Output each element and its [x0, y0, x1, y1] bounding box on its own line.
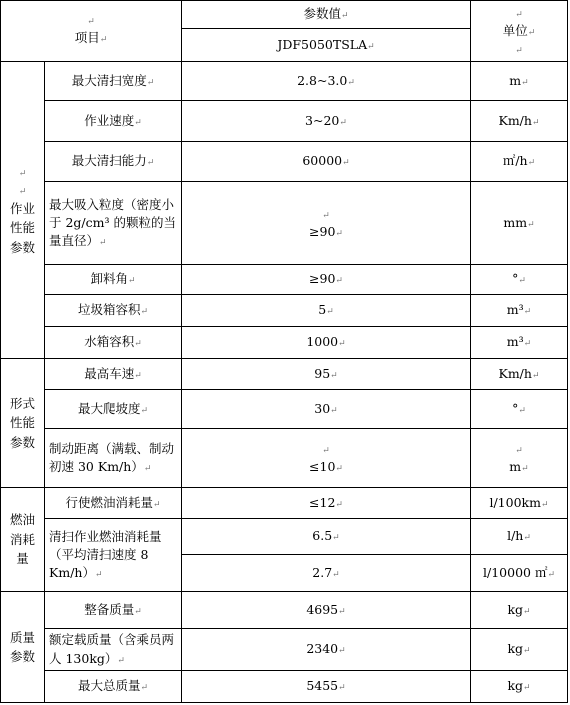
category-label: 质量 参数: [9, 629, 35, 664]
item-cell: 作业速度↵: [45, 101, 182, 142]
table-row: [1, 390, 568, 429]
table-row: [1, 359, 568, 390]
value-cell: ≤12↵: [182, 488, 471, 519]
header-param-label: 参数值: [303, 6, 341, 22]
value-cell: ↵ ≥90↵: [182, 182, 471, 265]
header-item-label: 项目: [74, 29, 100, 45]
item-cell: 最大清扫宽度↵: [45, 62, 182, 101]
header-param-cell: 参数值↵: [182, 1, 471, 29]
category-label: 形式 性能 参数: [9, 395, 35, 450]
category-label: 作业 性能 参数: [9, 201, 35, 255]
unit-cell: °↵: [471, 390, 568, 429]
unit-cell: m↵: [471, 62, 568, 101]
item-cell: 最大清扫能力↵: [45, 142, 182, 182]
item-cell: 水箱容积↵: [45, 327, 182, 359]
unit-cell: kg↵: [471, 592, 568, 629]
table-row: [1, 182, 568, 265]
value-cell: 5↵: [182, 295, 471, 327]
value-cell: 95↵: [182, 359, 471, 390]
category-cell: [1, 592, 45, 703]
item-cell: 最大吸入粒度（密度小于 2g/cm³ 的颗粒的当量直径）↵: [45, 182, 182, 265]
value-cell: 2340↵: [182, 629, 471, 671]
unit-cell: m³↵: [471, 327, 568, 359]
item-cell: 最大爬坡度↵: [45, 390, 182, 429]
item-cell: 垃圾箱容积↵: [45, 295, 182, 327]
value-cell: 5455↵: [182, 671, 471, 703]
unit-cell: kg↵: [471, 671, 568, 703]
category-cell: [1, 488, 45, 592]
value-cell: 6.5↵: [182, 519, 471, 555]
table-row: [1, 429, 568, 488]
table-row: [1, 265, 568, 295]
unit-cell: mm↵: [471, 182, 568, 265]
unit-cell: ↵ m↵: [471, 429, 568, 488]
table-row: [1, 671, 568, 703]
table-row: [1, 629, 568, 671]
value-cell: 60000↵: [182, 142, 471, 182]
unit-cell: °↵: [471, 265, 568, 295]
category-cell: [1, 359, 45, 488]
table-row: [1, 519, 568, 555]
unit-cell: kg↵: [471, 629, 568, 671]
table-row: [1, 592, 568, 629]
item-cell: 整备质量↵: [45, 592, 182, 629]
unit-cell: m³↵: [471, 295, 568, 327]
unit-cell: ㎡/h↵: [471, 142, 568, 182]
value-cell: 4695↵: [182, 592, 471, 629]
value-cell: 2.8~3.0↵: [182, 62, 471, 101]
header-item-cell: ↵ 项目↵: [1, 1, 182, 62]
model-name: JDF5050TSLA: [277, 36, 368, 52]
header-row: [1, 1, 568, 29]
unit-cell: l/h↵: [471, 519, 568, 555]
table-row: [1, 142, 568, 182]
unit-cell: l/100km↵: [471, 488, 568, 519]
value-cell: 3~20↵: [182, 101, 471, 142]
item-cell: 最大总质量↵: [45, 671, 182, 703]
item-cell: 最高车速↵: [45, 359, 182, 390]
value-cell: ≥90↵: [182, 265, 471, 295]
value-cell: 2.7↵: [182, 555, 471, 592]
header-unit-cell: ↵ 单位↵ ↵: [471, 1, 568, 62]
item-cell: 制动距离（满载、制动初速 30 Km/h）↵: [45, 429, 182, 488]
item-cell: 清扫作业燃油消耗量（平均清扫速度 8 Km/h）↵: [45, 519, 182, 592]
table-row: [1, 488, 568, 519]
table-row: [1, 327, 568, 359]
item-cell: 行使燃油消耗量↵: [45, 488, 182, 519]
value-cell: ↵ ≤10↵: [182, 429, 471, 488]
category-label: 燃油 消耗 量: [9, 512, 35, 567]
table-row: [1, 101, 568, 142]
value-cell: 1000↵: [182, 327, 471, 359]
header-model-cell: JDF5050TSLA↵: [182, 29, 471, 62]
category-cell: ↵ ↵ 作业 性能 参数: [1, 62, 45, 359]
table-row: [1, 62, 568, 101]
value-cell: 30↵: [182, 390, 471, 429]
item-cell: 额定载质量（含乘员两人 130kg）↵: [45, 629, 182, 671]
unit-cell: Km/h↵: [471, 101, 568, 142]
header-unit-label: 单位: [502, 22, 528, 38]
table-row: [1, 295, 568, 327]
unit-cell: l/10000 ㎡↵: [471, 555, 568, 592]
unit-cell: Km/h↵: [471, 359, 568, 390]
item-cell: 卸料角↵: [45, 265, 182, 295]
